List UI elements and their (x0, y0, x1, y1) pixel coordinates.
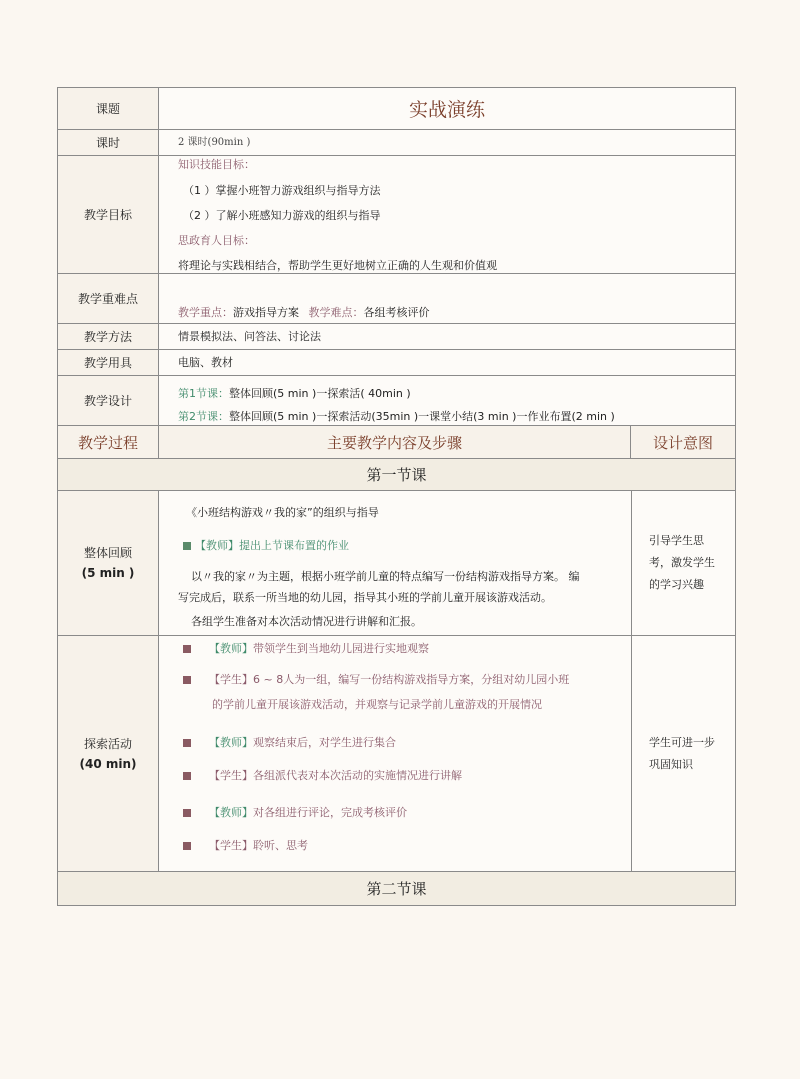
goals-line-5: 将理论与实践相结合，帮助学生更好地树立正确的人生观和价值观 (178, 259, 497, 272)
topic-value: 实战演练 (159, 88, 735, 129)
header-process: 教学过程 (58, 426, 159, 458)
square-bullet-icon (183, 842, 191, 850)
goals-line-3: （2 ）了解小班感知力游戏的组织与指导 (183, 209, 381, 222)
square-bullet-icon (183, 809, 191, 817)
square-bullet-icon (183, 542, 191, 550)
key-point-label: 教学重点： (178, 306, 233, 319)
design-lesson2-text: 整体回顾(5 min )一探索活动(35min )一课堂小结(3 min )一作业布置(2 min ) (229, 410, 615, 423)
keypoints-value (159, 274, 735, 323)
goals-line-2: （1 ）掌握小班智力游戏组织与指导方法 (183, 184, 381, 197)
tools-row (58, 350, 735, 376)
section-1-title: 第一节课 (58, 459, 735, 491)
explore-item-4: 【学生】各组派代表对本次活动的实施情况进行讲解 (183, 767, 462, 783)
explore-intent: 学生可进一步巩固知识 (631, 636, 735, 871)
tools-label: 教学用具 (58, 350, 159, 375)
explore-item-3: 【教师】观察结束后，对学生进行集合 (183, 734, 396, 750)
explore-content (159, 636, 631, 871)
goals-line-1: 知识技能目标： (178, 158, 255, 171)
tools-value: 电脑、教材 (159, 350, 735, 375)
explore-item-2-cont: 的学前儿童开展该游戏活动，并观察与记录学前儿童游戏的开展情况 (212, 698, 542, 711)
topic-label: 课题 (58, 88, 159, 129)
review-paragraph-1: 以〃我的家〃为主题，根据小班学前儿童的特点编写一份结构游戏指导方案。 编 (191, 570, 580, 583)
review-content (159, 491, 631, 635)
explore-label-cell (58, 636, 159, 871)
explore-item-1: 【教师】带领学生到当地幼儿园进行实地观察 (183, 640, 429, 656)
explore-row (58, 636, 735, 872)
difficulty-label: 教学难点： (308, 306, 364, 319)
difficulty-value: 各组考核评价 (363, 306, 430, 319)
review-heading: 《小班结构游戏〃我的家”的组织与指导 (186, 506, 379, 519)
review-time: (5 min ) (81, 566, 135, 580)
goals-row (58, 156, 735, 274)
header-intent: 设计意图 (652, 433, 713, 452)
topic-row (58, 88, 735, 130)
design-row (58, 376, 735, 426)
design-lesson1-text: 整体回顾(5 min )一探索活( 40min ) (229, 387, 411, 400)
square-bullet-icon (183, 645, 191, 653)
square-bullet-icon (183, 772, 191, 780)
design-label: 教学设计 (58, 376, 159, 425)
design-value (159, 376, 735, 425)
keypoints-label: 教学重难点 (58, 274, 159, 323)
section-2-title: 第二节课 (58, 872, 735, 905)
design-lesson1-prefix: 第1节课： (178, 387, 229, 400)
review-label: 整体回顾 (83, 546, 132, 560)
keypoints-row (58, 274, 735, 324)
process-header-row (58, 426, 735, 459)
methods-value: 情景模拟法、问答法、讨论法 (159, 324, 735, 349)
lesson-plan-table (57, 87, 736, 906)
hours-row (58, 130, 735, 156)
key-point-value: 游戏指导方案 (233, 306, 299, 319)
goals-value (159, 156, 735, 273)
explore-item-5: 【教师】对各组进行评论，完成考核评价 (183, 804, 407, 820)
review-label-cell (58, 491, 159, 635)
explore-item-6: 【学生】聆听、思考 (183, 837, 308, 853)
square-bullet-icon (183, 676, 191, 684)
goals-line-4: 思政育人目标： (178, 234, 255, 247)
design-lesson2-prefix: 第2节课： (178, 410, 229, 423)
review-teacher-text: 提出上节课布置的作业 (239, 539, 349, 552)
review-teacher-tag: 【教师】 (195, 539, 239, 552)
header-content: 主要教学内容及步骤 (159, 426, 631, 458)
review-paragraph-3: 各组学生准备对本次活动情况进行讲解和汇报。 (191, 615, 422, 628)
goals-label: 教学目标 (58, 156, 159, 273)
methods-label: 教学方法 (58, 324, 159, 349)
hours-label: 课时 (58, 130, 159, 155)
review-row (58, 491, 735, 636)
explore-item-2: 【学生】6 ~ 8人为一组，编写一份结构游戏指导方案，分组对幼儿园小班 (183, 671, 569, 687)
review-paragraph-2: 写完成后，联系一所当地的幼儿园，指导其小班的学前儿童开展该游戏活动。 (178, 591, 552, 604)
methods-row (58, 324, 735, 350)
explore-label: 探索活动 (83, 736, 132, 751)
square-bullet-icon (183, 739, 191, 747)
hours-value: 2 课时(90min ) (159, 130, 735, 155)
explore-time: (40 min) (79, 756, 137, 771)
review-intent: 引导学生思考，激发学生的学习兴趣 (631, 491, 735, 635)
